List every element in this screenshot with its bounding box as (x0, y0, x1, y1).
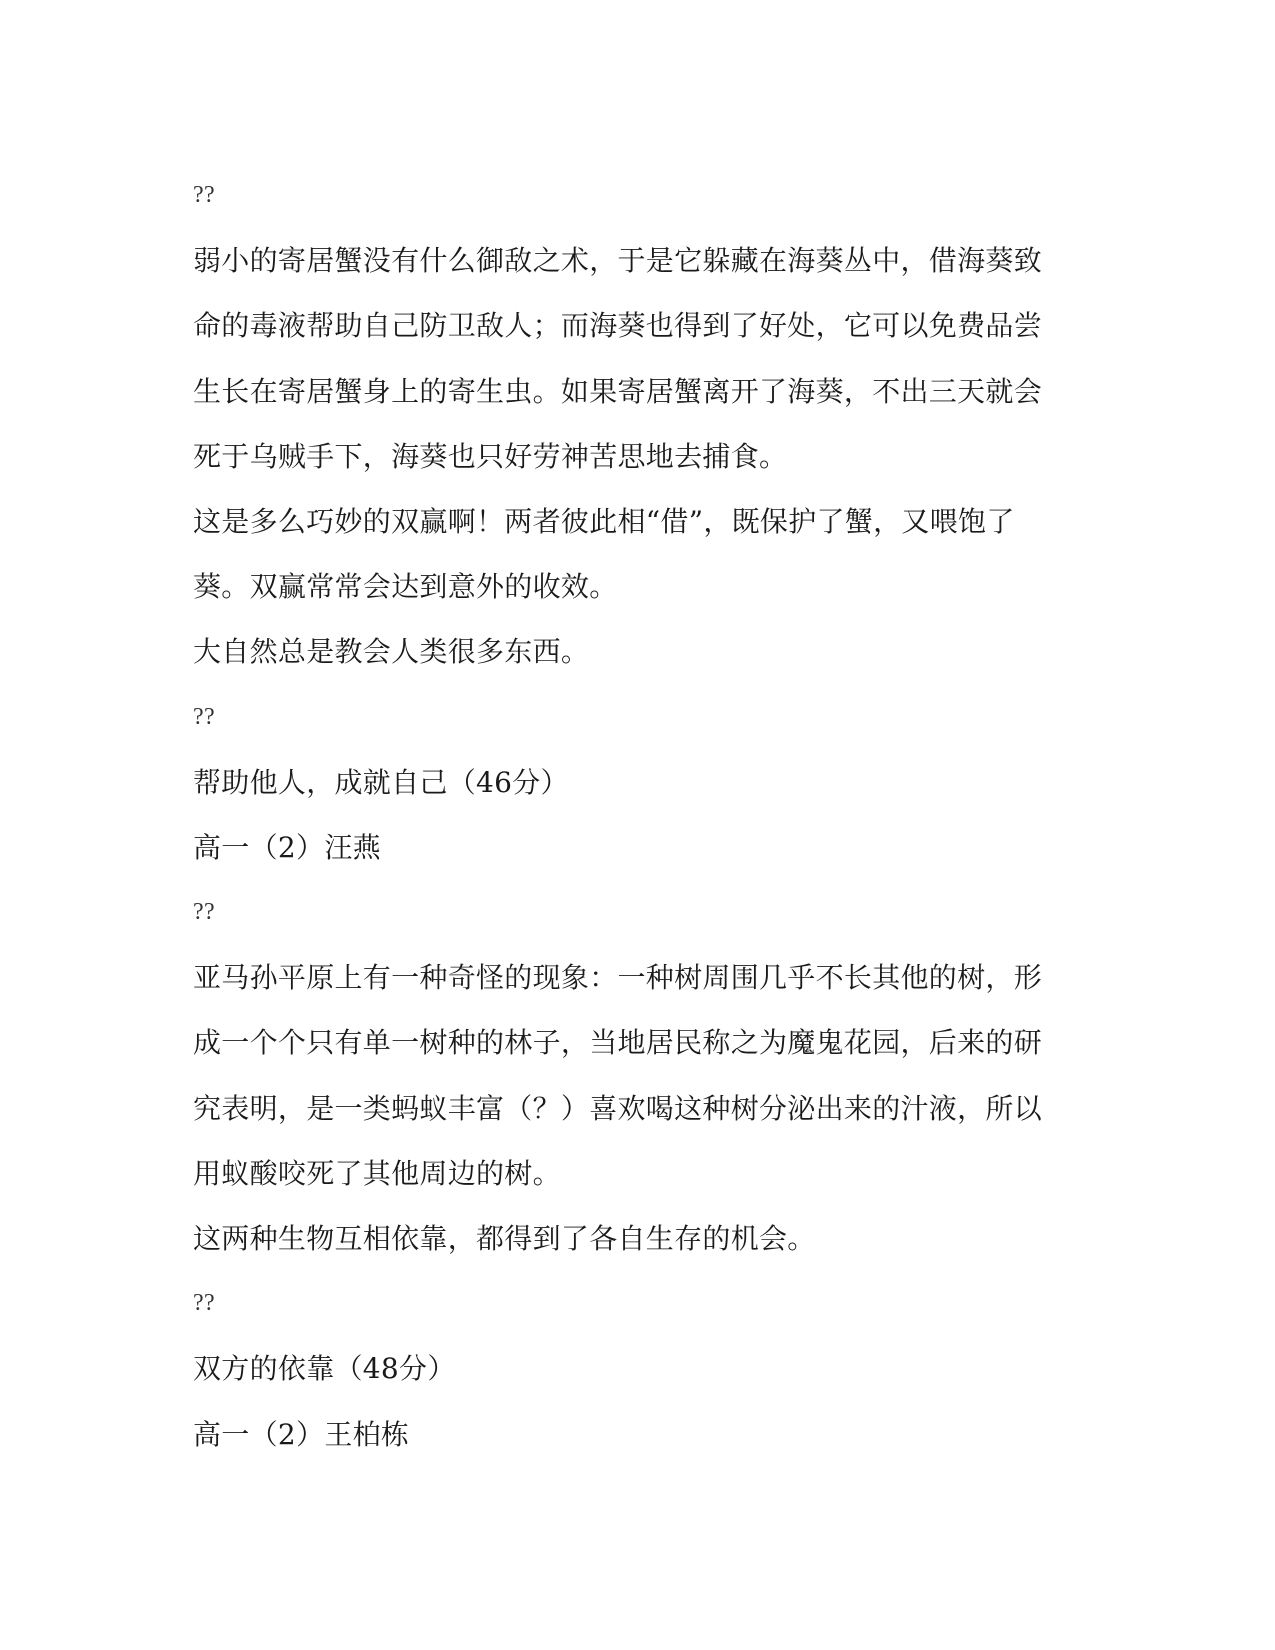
paragraph-line: 究表明，是一类蚂蚁丰富（？）喜欢喝这种树分泌出来的汁液，所以 (193, 1091, 1043, 1125)
paragraph-line: 大自然总是教会人类很多东西。 (193, 635, 590, 669)
paragraph-line: 这两种生物互相依靠，都得到了各自生存的机会。 (193, 1222, 816, 1255)
document-body (193, 163, 1078, 1467)
separator-marks: ?? (193, 899, 215, 926)
paragraph-line: 亚马孙平原上有一种奇怪的现象：一种树周围几乎不长其他的树，形 (193, 961, 1043, 995)
paragraph-line: 葵。双赢常常会达到意外的收效。 (193, 570, 618, 604)
essay-title: 帮助他人，成就自己（46分） (193, 765, 569, 799)
separator-marks: ?? (193, 182, 215, 208)
paragraph-line: 成一个个只有单一树种的林子，当地居民称之为魔鬼花园，后来的研 (193, 1026, 1043, 1060)
essay-author: 高一（2）王柏栋 (193, 1417, 410, 1451)
essay-title: 双方的依靠（48分） (193, 1352, 456, 1386)
paragraph-line: 弱小的寄居蟹没有什么御敌之术，于是它躲藏在海葵丛中，借海葵致 (193, 244, 1043, 278)
paragraph-line: 这是多么巧妙的双赢啊！两者彼此相“借”，既保护了蟹，又喂饱了 (193, 504, 1015, 538)
paragraph-line: 用蚁酸咬死了其他周边的树。 (193, 1156, 561, 1190)
paragraph-line: 死于乌贼手下，海葵也只好劳神苦思地去捕食。 (193, 439, 788, 473)
separator-marks: ?? (193, 703, 215, 730)
essay-author: 高一（2）汪燕 (193, 830, 381, 864)
paragraph-line: 命的毒液帮助自己防卫敌人；而海葵也得到了好处，它可以免费品尝 (193, 309, 1043, 343)
separator-marks: ?? (193, 1290, 215, 1317)
paragraph-line: 生长在寄居蟹身上的寄生虫。如果寄居蟹离开了海葵，不出三天就会 (193, 374, 1043, 408)
